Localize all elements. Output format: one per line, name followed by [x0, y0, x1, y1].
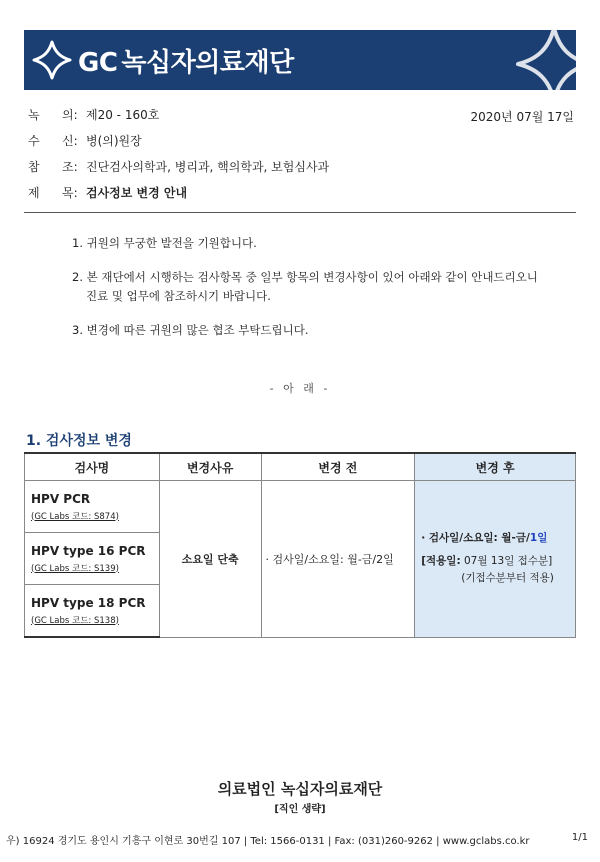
meta-reference: 참 조: 진단검사의학과, 병리과, 핵의학과, 보험심사과 [28, 160, 330, 174]
footer-seal: [직인 생략] [274, 804, 326, 815]
meta-subject: 제 목: 검사정보 변경 안내 [28, 186, 188, 200]
brand-logo: GC 녹십자의료재단 [78, 48, 294, 78]
header-banner [24, 30, 576, 90]
document-date: 2020년 07월 17일 [470, 110, 574, 124]
meta-doc-number: 녹 의: 제20 - 160호 2020년 07월 17일 [28, 108, 574, 124]
test-cell: HPV type 16 PCR (GC Labs 코드: S139) [25, 533, 160, 585]
reason-cell: 소요일 단축 [159, 481, 261, 638]
test-cell: HPV PCR (GC Labs 코드: S874) [25, 481, 160, 533]
paragraph-1: 1. 귀원의 무궁한 발전을 기원합니다. [72, 236, 257, 250]
paragraph-3: 3. 변경에 따른 귀원의 많은 협조 부탁드립니다. [72, 323, 309, 337]
header-test: 검사명 [25, 453, 160, 481]
letter-body [72, 234, 562, 355]
meta-recipient: 수 신: 병(의)원장 [28, 134, 142, 148]
footer-address: 우) 16924 경기도 용인시 기흥구 이현로 30번길 107 | Tel: 1566-0131 | Fax: (031)260-9262 | www.gclabs.co.kr [6, 836, 530, 847]
header-reason: 변경사유 [159, 453, 261, 481]
divider [24, 212, 576, 213]
paragraph-2: 2. 본 재단에서 시행하는 검사항목 중 일부 항목의 변경사항이 있어 아래와 같이 안내드리오니 진료 및 업무에 참조하시기 바랍니다. [72, 270, 538, 303]
table-row [25, 481, 576, 533]
section-title: 1. 검사정보 변경 [26, 433, 132, 449]
decorative-cross-icon [514, 30, 576, 90]
after-cell: · 검사일/소요일: 월-금/1일 [적용일: 07월 13일 접수분] (기접수분부터 적용) [415, 481, 576, 638]
footer-organization: 의료법인 녹십자의료재단 [217, 780, 383, 798]
header-after: 변경 후 [415, 453, 576, 481]
before-cell: · 검사일/소요일: 월-금/2일 [261, 481, 415, 638]
page-number: 1/1 [571, 832, 588, 843]
change-table [24, 452, 576, 638]
document-meta [24, 106, 576, 210]
table-header-row [25, 453, 576, 481]
header-before: 변경 전 [261, 453, 415, 481]
below-marker: - 아 래 - [269, 382, 331, 395]
test-cell: HPV type 18 PCR (GC Labs 코드: S138) [25, 585, 160, 638]
gc-cross-logo-icon [32, 40, 72, 80]
